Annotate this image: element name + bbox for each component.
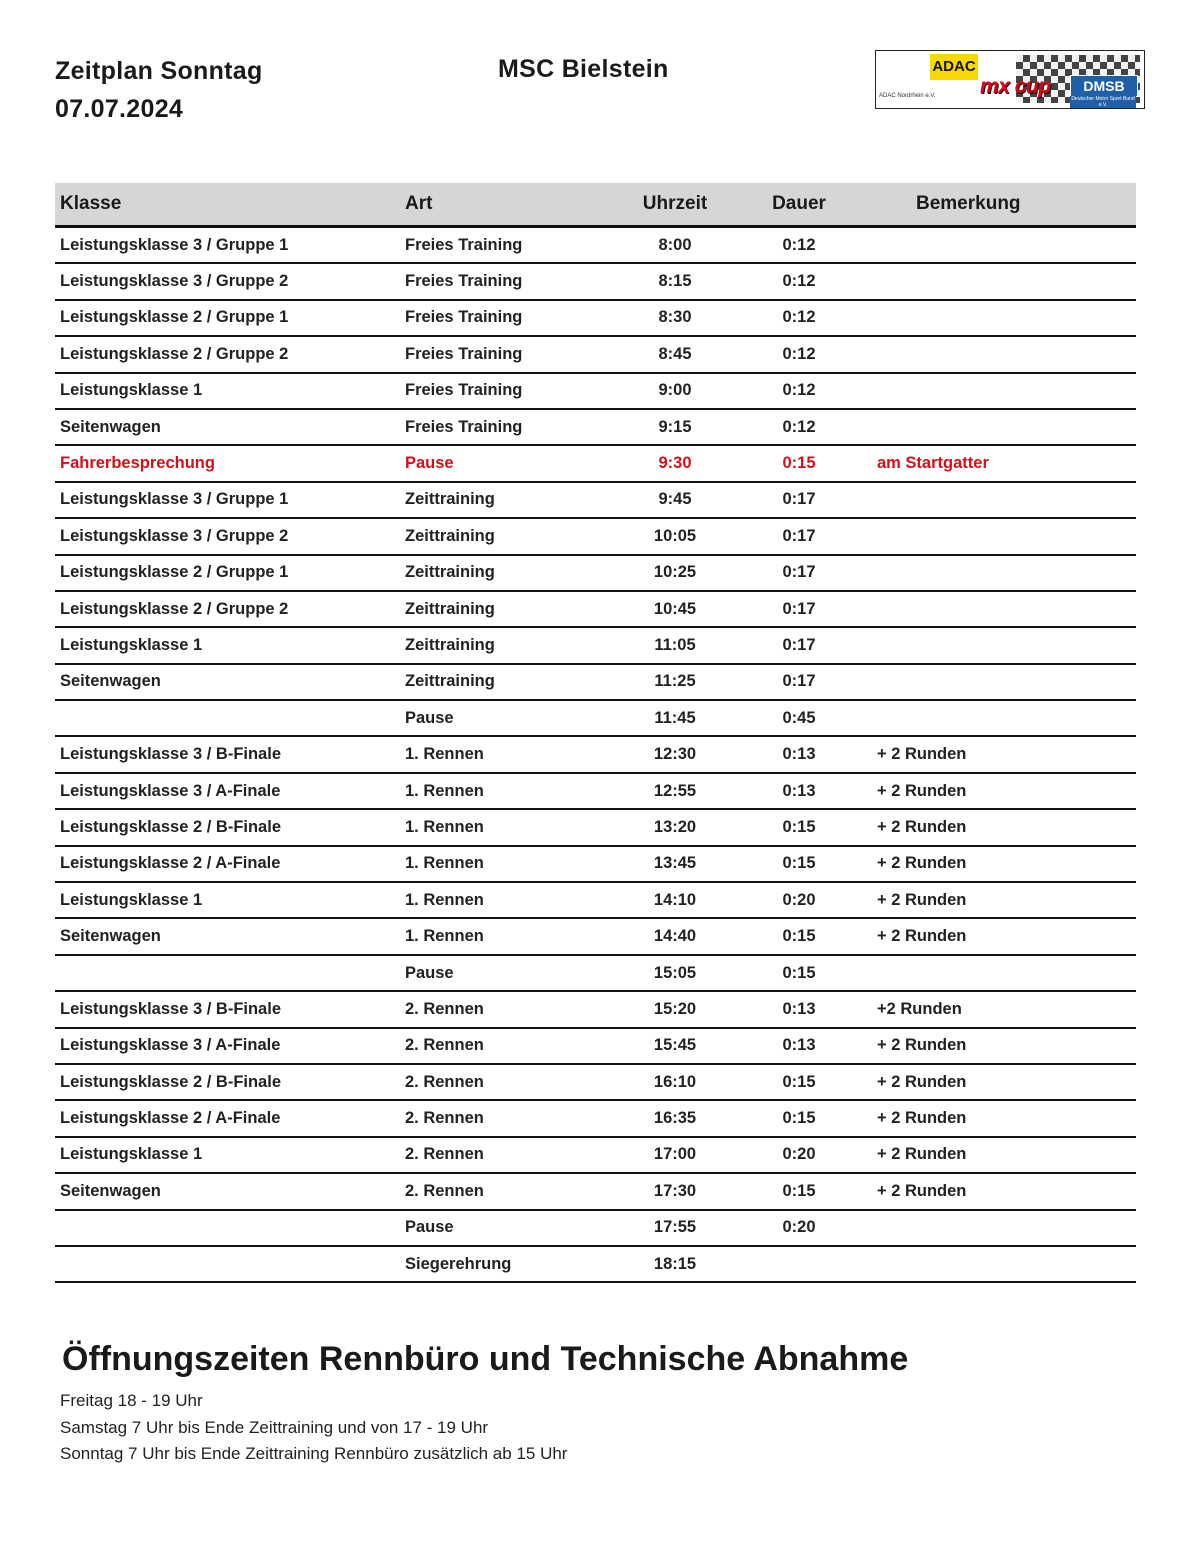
cell-uhrzeit: 18:15 — [613, 1246, 737, 1282]
table-row — [55, 918, 1136, 954]
cell-bemerkung: + 2 Runden — [861, 846, 1136, 882]
cell-bemerkung — [861, 700, 1136, 736]
cell-klasse: Seitenwagen — [55, 918, 405, 954]
table-row — [55, 700, 1136, 736]
column-header-uhrzeit: Uhrzeit — [613, 183, 737, 227]
column-header-art: Art — [405, 183, 613, 227]
cell-art: Siegerehrung — [405, 1246, 613, 1282]
cell-dauer: 0:20 — [737, 882, 861, 918]
cell-klasse: Leistungsklasse 1 — [55, 1137, 405, 1173]
adac-logo-text: ADAC — [930, 54, 978, 80]
table-row — [55, 518, 1136, 554]
cell-uhrzeit: 9:00 — [613, 373, 737, 409]
cell-art: Freies Training — [405, 300, 613, 336]
cell-klasse: Leistungsklasse 2 / Gruppe 2 — [55, 591, 405, 627]
column-header-dauer: Dauer — [737, 183, 861, 227]
cell-art: Zeittraining — [405, 664, 613, 700]
cell-dauer — [737, 1246, 861, 1282]
opening-hours-saturday: Samstag 7 Uhr bis Ende Zeittraining und von 17 - 19 Uhr — [60, 1417, 489, 1437]
cell-dauer: 0:13 — [737, 736, 861, 772]
cell-art: Freies Training — [405, 227, 613, 264]
column-header-bemerkung: Bemerkung — [861, 183, 1136, 227]
cell-uhrzeit: 11:05 — [613, 627, 737, 663]
cell-dauer: 0:12 — [737, 409, 861, 445]
table-row — [55, 373, 1136, 409]
cell-klasse: Seitenwagen — [55, 409, 405, 445]
cell-bemerkung: + 2 Runden — [861, 809, 1136, 845]
cell-art: Zeittraining — [405, 591, 613, 627]
cell-dauer: 0:15 — [737, 1064, 861, 1100]
cell-art: 2. Rennen — [405, 1064, 613, 1100]
cell-bemerkung: + 2 Runden — [861, 1137, 1136, 1173]
cell-uhrzeit: 10:25 — [613, 555, 737, 591]
cell-art: Zeittraining — [405, 518, 613, 554]
cell-bemerkung — [861, 555, 1136, 591]
cell-uhrzeit: 17:00 — [613, 1137, 737, 1173]
table-row — [55, 1246, 1136, 1282]
cell-art: Zeittraining — [405, 555, 613, 591]
cell-klasse: Leistungsklasse 3 / Gruppe 2 — [55, 518, 405, 554]
cell-uhrzeit: 13:45 — [613, 846, 737, 882]
table-row — [55, 1210, 1136, 1246]
cell-bemerkung — [861, 1246, 1136, 1282]
cell-uhrzeit: 11:45 — [613, 700, 737, 736]
cell-klasse: Leistungsklasse 2 / B-Finale — [55, 1064, 405, 1100]
cell-bemerkung: +2 Runden — [861, 991, 1136, 1027]
table-row — [55, 627, 1136, 663]
table-row — [55, 1028, 1136, 1064]
cell-bemerkung: am Startgatter — [861, 445, 1136, 481]
cell-bemerkung — [861, 518, 1136, 554]
table-row — [55, 809, 1136, 845]
cell-klasse: Seitenwagen — [55, 1173, 405, 1209]
cell-uhrzeit: 10:05 — [613, 518, 737, 554]
cell-uhrzeit: 9:45 — [613, 482, 737, 518]
cell-uhrzeit: 13:20 — [613, 809, 737, 845]
cell-uhrzeit: 17:55 — [613, 1210, 737, 1246]
opening-hours-friday: Freitag 18 - 19 Uhr — [60, 1391, 203, 1410]
cell-uhrzeit: 15:20 — [613, 991, 737, 1027]
cell-art: 2. Rennen — [405, 1028, 613, 1064]
cell-art: Freies Training — [405, 263, 613, 299]
cell-art: Freies Training — [405, 336, 613, 372]
cell-klasse: Fahrerbesprechung — [55, 445, 405, 481]
cell-art: 1. Rennen — [405, 882, 613, 918]
table-row — [55, 664, 1136, 700]
cell-dauer: 0:15 — [737, 918, 861, 954]
schedule-title: Zeitplan Sonntag — [55, 57, 263, 85]
cell-art: Zeittraining — [405, 482, 613, 518]
cell-dauer: 0:12 — [737, 300, 861, 336]
table-row — [55, 445, 1136, 481]
cell-dauer: 0:45 — [737, 700, 861, 736]
cell-art: 1. Rennen — [405, 918, 613, 954]
cell-uhrzeit: 15:05 — [613, 955, 737, 991]
cell-bemerkung: + 2 Runden — [861, 882, 1136, 918]
cell-klasse: Leistungsklasse 3 / B-Finale — [55, 736, 405, 772]
cell-klasse — [55, 1246, 405, 1282]
cell-klasse: Leistungsklasse 2 / Gruppe 1 — [55, 555, 405, 591]
opening-hours-title: Öffnungszeiten Rennbüro und Technische Abnahme — [62, 1340, 909, 1378]
table-row — [55, 1173, 1136, 1209]
cell-uhrzeit: 16:35 — [613, 1100, 737, 1136]
table-row — [55, 591, 1136, 627]
cell-art: 2. Rennen — [405, 1137, 613, 1173]
cell-klasse: Leistungsklasse 3 / Gruppe 2 — [55, 263, 405, 299]
cell-klasse: Leistungsklasse 2 / Gruppe 1 — [55, 300, 405, 336]
table-row — [55, 955, 1136, 991]
cell-dauer: 0:15 — [737, 809, 861, 845]
table-row — [55, 336, 1136, 372]
cell-uhrzeit: 8:00 — [613, 227, 737, 264]
cell-art: Pause — [405, 1210, 613, 1246]
cell-bemerkung: + 2 Runden — [861, 918, 1136, 954]
cell-uhrzeit: 11:25 — [613, 664, 737, 700]
cell-klasse — [55, 955, 405, 991]
cell-klasse: Leistungsklasse 2 / B-Finale — [55, 809, 405, 845]
cell-uhrzeit: 10:45 — [613, 591, 737, 627]
cell-uhrzeit: 14:40 — [613, 918, 737, 954]
cell-dauer: 0:15 — [737, 846, 861, 882]
cell-bemerkung — [861, 227, 1136, 264]
cell-dauer: 0:17 — [737, 518, 861, 554]
opening-hours-list — [60, 1388, 567, 1468]
cell-bemerkung — [861, 482, 1136, 518]
cell-dauer: 0:13 — [737, 991, 861, 1027]
opening-hours-sunday: Sonntag 7 Uhr bis Ende Zeittraining Rennbüro zusätzlich ab 15 Uhr — [60, 1444, 568, 1463]
cell-uhrzeit: 16:10 — [613, 1064, 737, 1100]
cell-dauer: 0:17 — [737, 482, 861, 518]
cell-art: Pause — [405, 700, 613, 736]
cell-dauer: 0:12 — [737, 227, 861, 264]
cell-dauer: 0:15 — [737, 1173, 861, 1209]
cell-klasse: Leistungsklasse 3 / Gruppe 1 — [55, 227, 405, 264]
schedule-date: 07.07.2024 — [55, 95, 184, 123]
cell-art: 2. Rennen — [405, 1100, 613, 1136]
cell-uhrzeit: 8:45 — [613, 336, 737, 372]
table-row — [55, 555, 1136, 591]
cell-art: 1. Rennen — [405, 773, 613, 809]
schedule-body — [55, 227, 1136, 1283]
cell-dauer: 0:12 — [737, 373, 861, 409]
cell-klasse: Leistungsklasse 3 / A-Finale — [55, 1028, 405, 1064]
cell-dauer: 0:17 — [737, 627, 861, 663]
region-logo-text: ADAC Nordrhein e.V. — [879, 93, 936, 99]
cell-bemerkung: + 2 Runden — [861, 773, 1136, 809]
cell-klasse — [55, 1210, 405, 1246]
cell-bemerkung — [861, 591, 1136, 627]
cell-bemerkung: + 2 Runden — [861, 736, 1136, 772]
table-header-row — [55, 183, 1136, 227]
cell-bemerkung — [861, 409, 1136, 445]
adac-mx-cup-logo — [875, 50, 1145, 109]
cell-dauer: 0:12 — [737, 263, 861, 299]
cell-klasse: Leistungsklasse 3 / A-Finale — [55, 773, 405, 809]
cell-uhrzeit: 14:10 — [613, 882, 737, 918]
cell-klasse: Leistungsklasse 1 — [55, 373, 405, 409]
table-row — [55, 300, 1136, 336]
cell-dauer: 0:15 — [737, 445, 861, 481]
cell-klasse: Leistungsklasse 2 / Gruppe 2 — [55, 336, 405, 372]
cell-dauer: 0:15 — [737, 1100, 861, 1136]
club-name: MSC Bielstein — [498, 55, 669, 83]
cell-bemerkung: + 2 Runden — [861, 1173, 1136, 1209]
table-row — [55, 882, 1136, 918]
cell-uhrzeit: 9:15 — [613, 409, 737, 445]
cell-dauer: 0:20 — [737, 1210, 861, 1246]
cell-dauer: 0:13 — [737, 773, 861, 809]
cell-art: 2. Rennen — [405, 991, 613, 1027]
cell-klasse: Leistungsklasse 2 / A-Finale — [55, 846, 405, 882]
cell-dauer: 0:17 — [737, 555, 861, 591]
cell-art: 2. Rennen — [405, 1173, 613, 1209]
table-row — [55, 482, 1136, 518]
cell-uhrzeit: 8:15 — [613, 263, 737, 299]
cell-dauer: 0:15 — [737, 955, 861, 991]
cell-bemerkung — [861, 263, 1136, 299]
cell-uhrzeit: 12:55 — [613, 773, 737, 809]
column-header-klasse: Klasse — [55, 183, 405, 227]
cell-bemerkung — [861, 300, 1136, 336]
cell-art: Zeittraining — [405, 627, 613, 663]
table-row — [55, 1064, 1136, 1100]
dmsb-logo-text: DMSB — [1070, 75, 1138, 97]
cell-art: Freies Training — [405, 373, 613, 409]
cell-klasse: Leistungsklasse 2 / A-Finale — [55, 1100, 405, 1136]
cell-bemerkung — [861, 627, 1136, 663]
cell-dauer: 0:13 — [737, 1028, 861, 1064]
cell-uhrzeit: 9:30 — [613, 445, 737, 481]
cell-dauer: 0:20 — [737, 1137, 861, 1173]
cell-dauer: 0:17 — [737, 591, 861, 627]
cell-uhrzeit: 17:30 — [613, 1173, 737, 1209]
cell-uhrzeit: 12:30 — [613, 736, 737, 772]
table-row — [55, 773, 1136, 809]
cell-art: 1. Rennen — [405, 736, 613, 772]
table-row — [55, 1100, 1136, 1136]
cell-klasse: Leistungsklasse 1 — [55, 882, 405, 918]
schedule-table — [55, 183, 1136, 1283]
cell-uhrzeit: 8:30 — [613, 300, 737, 336]
cell-art: Freies Training — [405, 409, 613, 445]
cell-dauer: 0:12 — [737, 336, 861, 372]
cell-klasse: Leistungsklasse 1 — [55, 627, 405, 663]
table-row — [55, 991, 1136, 1027]
cell-bemerkung: + 2 Runden — [861, 1064, 1136, 1100]
cell-art: Pause — [405, 955, 613, 991]
table-row — [55, 736, 1136, 772]
cell-bemerkung — [861, 664, 1136, 700]
cell-uhrzeit: 15:45 — [613, 1028, 737, 1064]
cell-klasse: Seitenwagen — [55, 664, 405, 700]
table-row — [55, 227, 1136, 264]
cell-klasse — [55, 700, 405, 736]
table-row — [55, 846, 1136, 882]
cell-art: 1. Rennen — [405, 846, 613, 882]
page-header-left — [55, 52, 263, 128]
cell-bemerkung — [861, 336, 1136, 372]
cell-art: 1. Rennen — [405, 809, 613, 845]
cell-dauer: 0:17 — [737, 664, 861, 700]
cell-bemerkung — [861, 955, 1136, 991]
table-row — [55, 409, 1136, 445]
cell-bemerkung: + 2 Runden — [861, 1028, 1136, 1064]
mx-cup-logo-text: mx cup — [980, 75, 1051, 98]
dmsb-subtitle: Deutscher Motor Sport Bund e.V. — [1071, 96, 1135, 108]
cell-klasse: Leistungsklasse 3 / B-Finale — [55, 991, 405, 1027]
cell-bemerkung — [861, 373, 1136, 409]
cell-bemerkung: + 2 Runden — [861, 1100, 1136, 1136]
table-row — [55, 263, 1136, 299]
cell-art: Pause — [405, 445, 613, 481]
table-row — [55, 1137, 1136, 1173]
cell-bemerkung — [861, 1210, 1136, 1246]
cell-klasse: Leistungsklasse 3 / Gruppe 1 — [55, 482, 405, 518]
